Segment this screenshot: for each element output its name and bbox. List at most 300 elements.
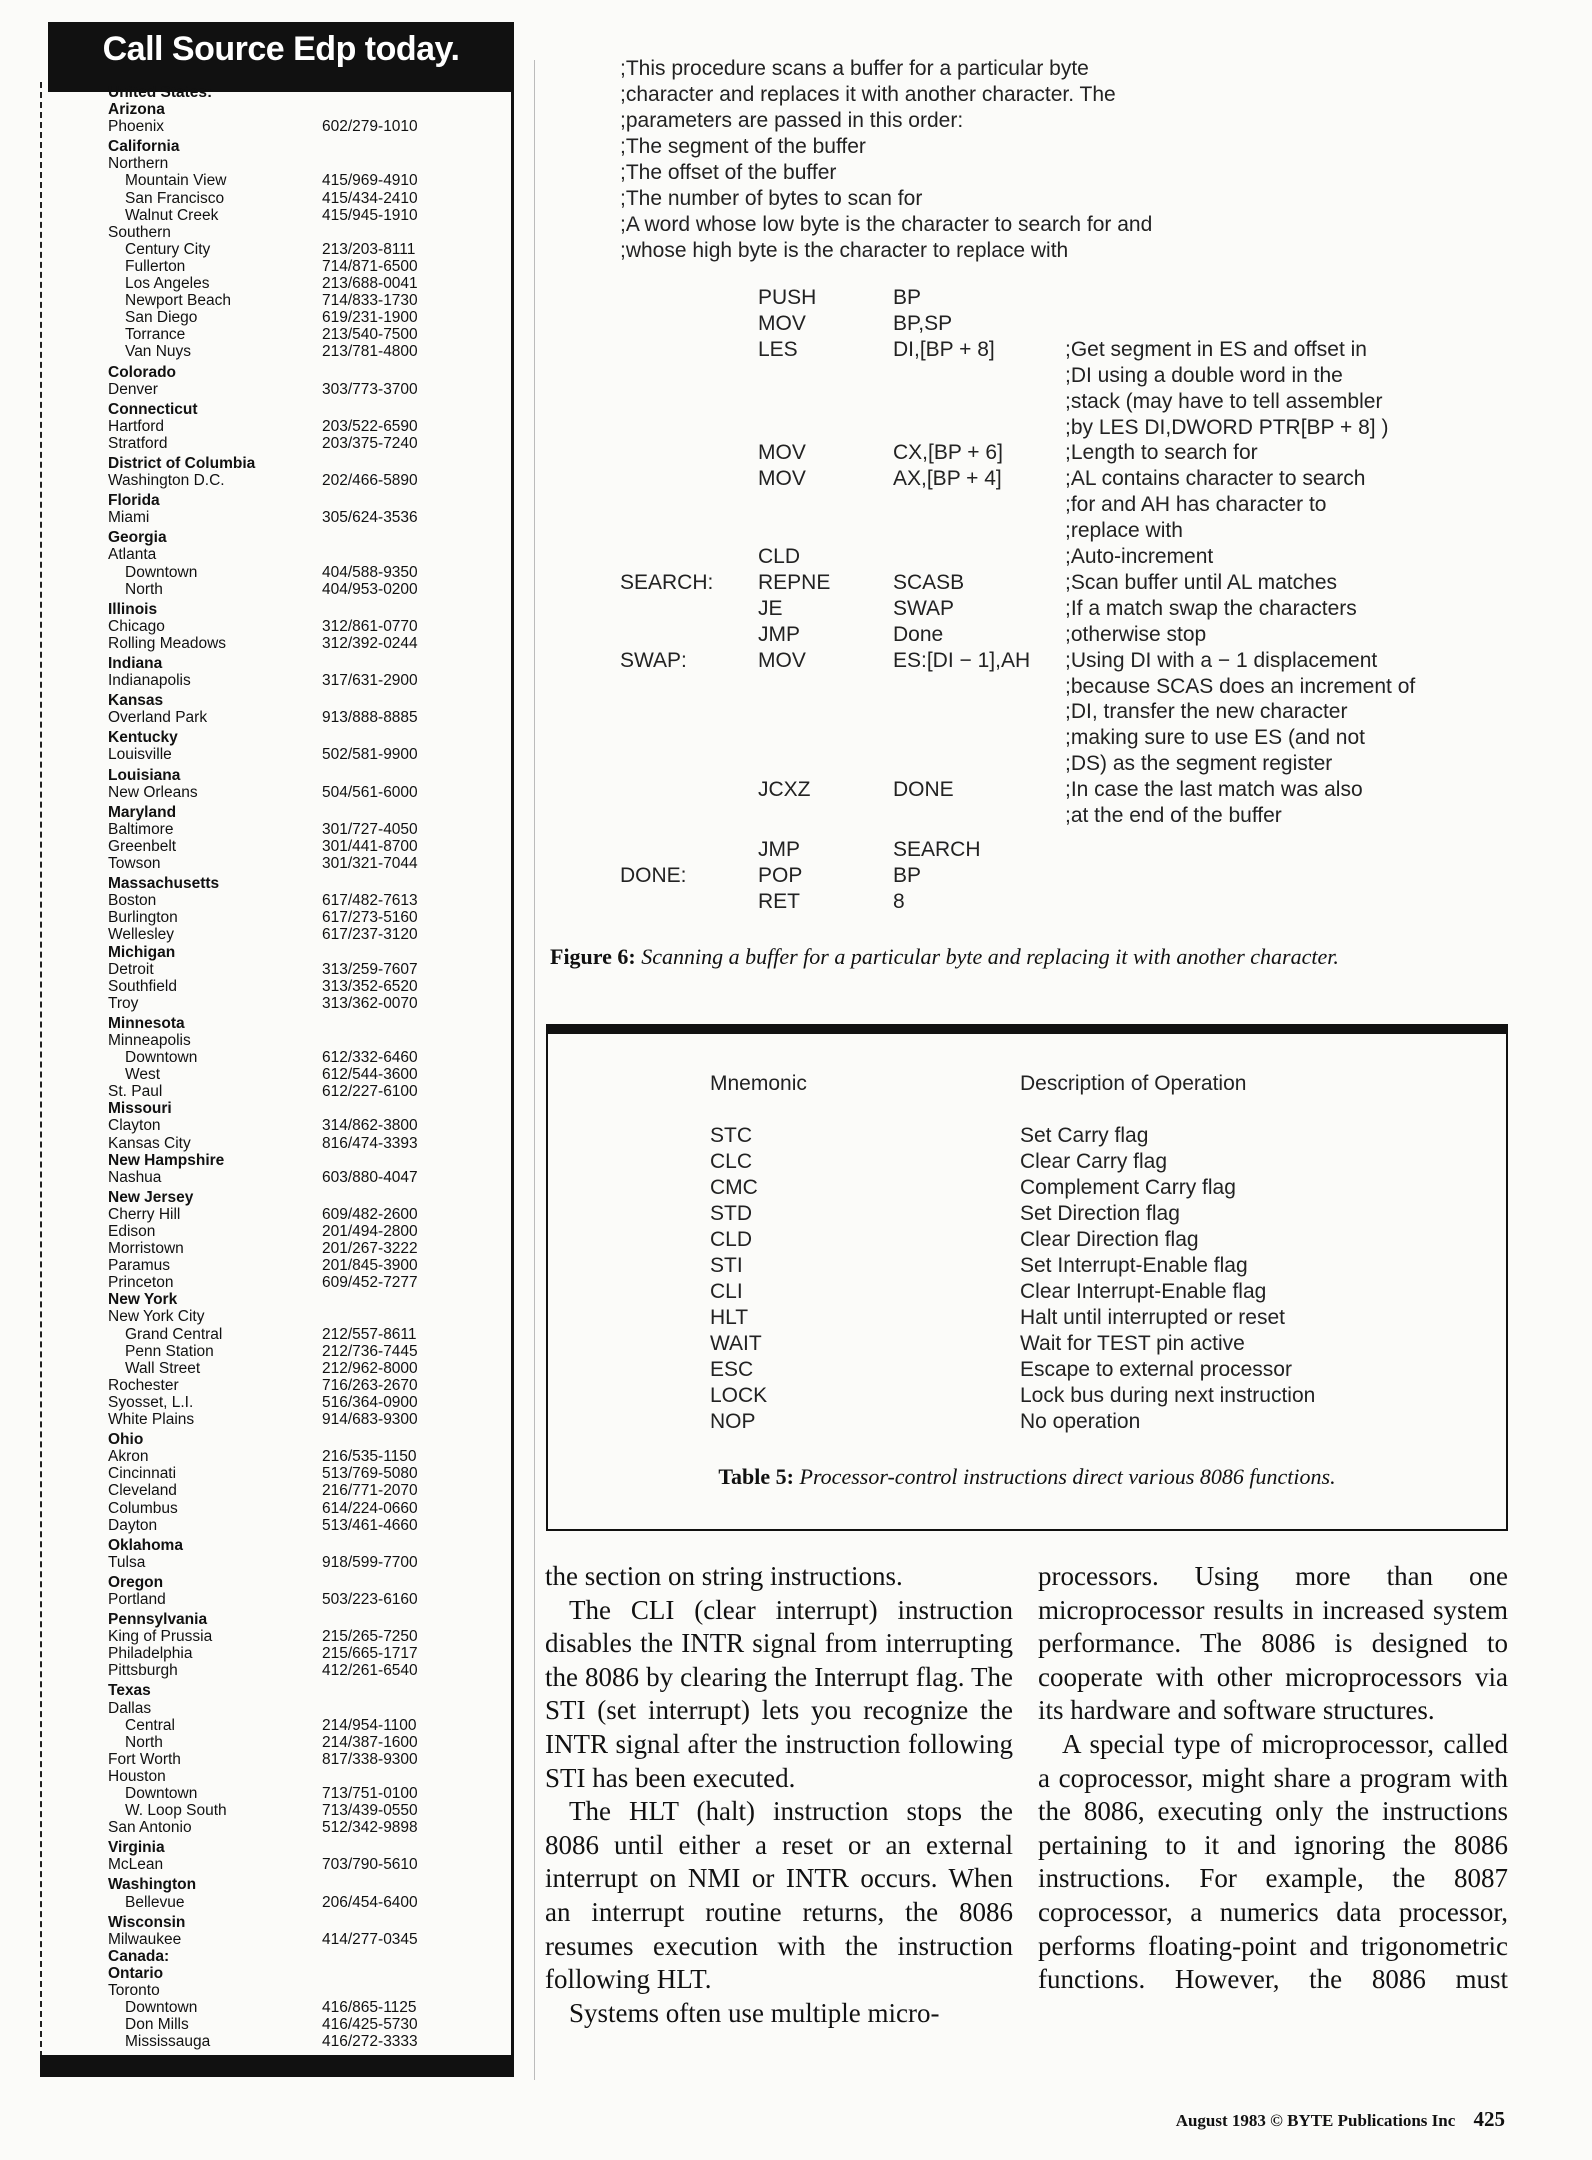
code-operand: CX,[BP + 6]	[893, 441, 1003, 465]
office-location: New Orleans	[108, 783, 198, 801]
office-row	[108, 1360, 478, 1377]
office-location: Maryland	[108, 803, 177, 821]
office-phone: 502/581-9900	[322, 746, 418, 764]
office-location: Downtown	[125, 1049, 198, 1067]
code-comment-line: ;parameters are passed in this order:	[620, 109, 964, 132]
office-phone: 317/631-2900	[322, 672, 418, 690]
office-location: San Diego	[125, 309, 198, 327]
office-row	[108, 978, 478, 995]
office-phone: 213/540-7500	[322, 326, 418, 344]
office-phone: 212/962-8000	[322, 1359, 418, 1377]
office-phone: 504/561-6000	[322, 783, 418, 801]
office-location: Minnesota	[108, 1014, 185, 1032]
office-location: Wellesley	[108, 926, 175, 944]
table-description-cell: No operation	[1020, 1410, 1141, 1433]
office-location: Pennsylvania	[108, 1611, 208, 1629]
office-phone: 404/588-9350	[322, 563, 418, 581]
office-row	[108, 1377, 478, 1394]
office-row	[108, 729, 478, 746]
code-comment: ;Using DI with a − 1 displacement	[1065, 648, 1378, 672]
office-phone: 512/342-9898	[322, 1819, 418, 1837]
office-phone: 301/727-4050	[322, 820, 418, 838]
office-location: Newport Beach	[125, 292, 231, 310]
code-label: DONE:	[620, 863, 687, 887]
office-location: Cincinnati	[108, 1465, 177, 1483]
office-location: Paramus	[108, 1257, 171, 1275]
office-phone: 301/441-8700	[322, 837, 418, 855]
office-location: Syosset, L.I.	[108, 1393, 194, 1411]
office-location: Cleveland	[108, 1482, 177, 1500]
code-mnemonic: CLD	[758, 545, 801, 568]
office-row	[108, 875, 478, 892]
office-row	[108, 581, 478, 598]
office-row	[108, 1999, 478, 2016]
office-location: Los Angeles	[125, 275, 210, 293]
code-comment-line: ;The segment of the buffer	[620, 135, 866, 158]
office-row	[108, 343, 478, 360]
office-row	[108, 1662, 478, 1679]
office-row	[108, 1049, 478, 1066]
office-phone: 201/494-2800	[322, 1223, 418, 1240]
office-location: King of Prussia	[108, 1628, 213, 1646]
office-phone: 816/474-3393	[322, 1134, 418, 1152]
office-phone: 612/332-6460	[322, 1049, 418, 1067]
code-comment-line: ;The offset of the buffer	[620, 161, 837, 184]
office-row	[108, 1734, 478, 1751]
office-row	[108, 892, 478, 909]
office-location: Rochester	[108, 1376, 179, 1394]
code-mnemonic: MOV	[758, 648, 806, 672]
office-row	[108, 435, 478, 452]
code-mnemonic: JCXZ	[758, 778, 811, 802]
table-description-cell: Clear Interrupt-Enable flag	[1020, 1280, 1267, 1303]
page-number: 425	[1473, 2107, 1505, 2131]
office-row	[108, 1554, 478, 1571]
office-location: Milwaukee	[108, 1930, 182, 1948]
office-row	[108, 118, 478, 135]
office-row	[108, 784, 478, 801]
office-phone: 612/227-6100	[322, 1083, 418, 1101]
body-paragraph: The CLI (clear interrupt) instruction disables the INTR signal from interrupting the 8086 by clearing the Interrupt flag. The STI (set interrupt) lets you recognize the INTR signal after the instruction following STI has been executed.	[545, 1594, 1013, 1793]
office-row	[108, 1819, 478, 1836]
office-phone: 503/223-6160	[322, 1590, 418, 1608]
code-label: SEARCH:	[620, 570, 714, 594]
office-row	[108, 1802, 478, 1819]
office-row	[108, 1240, 478, 1257]
table-mnemonic-cell: NOP	[710, 1410, 756, 1433]
office-location: New Hampshire	[108, 1151, 225, 1169]
office-row	[108, 909, 478, 926]
table-label: Table 5:	[718, 1464, 794, 1489]
office-row	[108, 1876, 478, 1893]
office-phone: 313/352-6520	[322, 977, 418, 995]
office-row	[108, 1839, 478, 1856]
code-operand: DI,[BP + 8]	[893, 337, 995, 361]
office-phone: 416/272-3333	[322, 2033, 418, 2051]
office-phone: 415/945-1910	[322, 206, 418, 224]
office-location: Kansas	[108, 692, 164, 710]
office-location: Grand Central	[125, 1325, 223, 1343]
office-row	[108, 1274, 478, 1291]
code-comment: ;otherwise stop	[1065, 622, 1207, 646]
office-location: New York	[108, 1291, 178, 1309]
office-phone: 914/683-9300	[322, 1411, 418, 1429]
body-paragraph: A special type of microprocessor, called a coprocessor, might share a program with the 8086, executing only the instructions pertaining to it and ignoring the 8086 instructions. For example, the 8087 coprocessor, a numerics data processor, performs floating-point and trigonometric functions. However, the 8086 must	[1038, 1728, 1508, 1995]
office-phone: 714/833-1730	[322, 292, 418, 310]
office-row	[108, 1948, 478, 1965]
office-location: Ohio	[108, 1431, 144, 1449]
code-comment-line: ;character and replaces it with another character. The	[620, 83, 1116, 106]
office-location: Kentucky	[108, 729, 178, 747]
office-location: Morristown	[108, 1240, 184, 1258]
office-location: Southern	[108, 223, 171, 241]
office-phone: 617/482-7613	[322, 892, 418, 910]
office-row	[108, 190, 478, 207]
office-row	[108, 601, 478, 618]
code-comment: ;making sure to use ES (and not	[1065, 726, 1365, 750]
office-row	[108, 1169, 478, 1186]
office-location: Mountain View	[125, 172, 227, 190]
office-phone: 412/261-6540	[322, 1662, 418, 1680]
code-comment: ;replace with	[1065, 519, 1183, 543]
office-location: Greenbelt	[108, 837, 177, 855]
ad-left-border	[40, 82, 42, 2077]
office-location: Dallas	[108, 1699, 152, 1717]
office-phone: 215/265-7250	[322, 1628, 418, 1646]
office-phone: 603/880-4047	[322, 1168, 418, 1186]
office-row	[108, 1394, 478, 1411]
office-row	[108, 635, 478, 652]
code-mnemonic: REPNE	[758, 570, 831, 594]
office-row	[108, 492, 478, 509]
office-row	[108, 1517, 478, 1534]
office-location: West	[125, 1066, 161, 1084]
code-operand: SWAP	[893, 596, 955, 620]
office-location: Oklahoma	[108, 1536, 183, 1554]
office-location: Ontario	[108, 1964, 164, 1982]
code-mnemonic: RET	[758, 889, 800, 913]
office-location: Clayton	[108, 1117, 161, 1135]
code-operand: SCASB	[893, 570, 965, 594]
office-location: Chicago	[108, 617, 165, 635]
office-location: Portland	[108, 1590, 166, 1608]
office-row	[108, 1117, 478, 1134]
office-location: Baltimore	[108, 820, 174, 838]
office-row	[108, 1083, 478, 1100]
office-phone: 404/953-0200	[322, 580, 418, 598]
table-caption-text: Processor-control instructions direct various 8086 functions.	[799, 1464, 1336, 1489]
office-phone: 415/434-2410	[322, 189, 418, 207]
table-mnemonic-cell: HLT	[710, 1306, 749, 1329]
office-row	[108, 529, 478, 546]
office-phone: 713/439-0550	[322, 1802, 418, 1820]
table-mnemonic-cell: CMC	[710, 1176, 758, 1199]
code-operand: BP,SP	[893, 311, 953, 335]
office-location: Towson	[108, 855, 161, 873]
office-phone: 416/425-5730	[322, 2016, 418, 2034]
ad-title: Call Source Edp today.	[102, 30, 460, 68]
body-paragraph: the section on string instructions.	[545, 1561, 903, 1591]
office-phone: 313/259-7607	[322, 960, 418, 978]
office-location: Tulsa	[108, 1553, 146, 1571]
office-phone: 215/665-1717	[322, 1645, 418, 1663]
office-row	[108, 855, 478, 872]
office-location: Massachusetts	[108, 875, 220, 893]
office-phone: 614/224-0660	[322, 1499, 418, 1517]
code-comment: ;If a match swap the characters	[1065, 596, 1357, 620]
office-phone: 703/790-5610	[322, 1856, 418, 1874]
office-location: Minneapolis	[108, 1031, 191, 1049]
office-location: United States:	[108, 84, 213, 101]
figure-caption-text: Scanning a buffer for a particular byte and replacing it with another character.	[641, 944, 1339, 969]
office-location: Detroit	[108, 960, 154, 978]
code-comment-line: ;A word whose low byte is the character to search for and	[620, 213, 1153, 236]
office-location: Indiana	[108, 655, 163, 672]
office-row	[108, 672, 478, 689]
office-phone: 303/773-3700	[322, 380, 418, 398]
office-row	[108, 224, 478, 241]
code-operand: Done	[893, 622, 944, 646]
office-location: Wisconsin	[108, 1913, 186, 1931]
code-comment: ;Get segment in ES and offset in	[1065, 337, 1367, 361]
office-row	[108, 767, 478, 784]
office-phone: 713/751-0100	[322, 1785, 418, 1802]
office-location: Torrance	[125, 326, 186, 344]
code-comment: ;AL contains character to search	[1065, 467, 1366, 491]
office-row	[108, 1785, 478, 1802]
office-row	[108, 1537, 478, 1554]
table-mnemonic-cell: STI	[710, 1254, 743, 1277]
office-phone: 313/362-0070	[322, 994, 418, 1012]
code-mnemonic: MOV	[758, 441, 806, 465]
office-row	[108, 275, 478, 292]
office-location: Missouri	[108, 1100, 172, 1118]
code-comment-line: ;whose high byte is the character to replace with	[620, 239, 1069, 262]
office-phone: 216/771-2070	[322, 1482, 418, 1500]
office-location: Michigan	[108, 943, 176, 961]
office-location: Akron	[108, 1448, 149, 1466]
office-location: Century City	[125, 240, 211, 258]
office-location: Cherry Hill	[108, 1205, 181, 1223]
code-mnemonic: JMP	[758, 622, 800, 646]
office-phone: 416/865-1125	[322, 1999, 417, 2017]
office-location: California	[108, 138, 180, 156]
body-paragraph: processors. Using more than one microprocessor results in increased system performance. The 8086 is designed to cooperate with other microprocessors via its hardware and software structures.	[1038, 1561, 1508, 1726]
code-comment-line: ;This procedure scans a buffer for a particular byte	[620, 57, 1089, 80]
office-location: Boston	[108, 892, 157, 910]
office-location: Hartford	[108, 417, 164, 435]
page-footer	[1155, 2107, 1505, 2132]
office-phone: 216/535-1150	[322, 1448, 417, 1466]
office-phone: 312/861-0770	[322, 617, 418, 635]
office-row	[108, 401, 478, 418]
office-location: Downtown	[125, 1785, 198, 1802]
table-description-cell: Halt until interrupted or reset	[1020, 1306, 1285, 1329]
office-location: Connecticut	[108, 400, 198, 418]
code-comment-line: ;The number of bytes to scan for	[620, 187, 923, 210]
office-phone: 619/231-1900	[322, 309, 418, 327]
office-location: New York City	[108, 1308, 205, 1326]
table-mnemonic-cell: STC	[710, 1124, 752, 1147]
table-description-cell: Set Carry flag	[1020, 1124, 1149, 1147]
office-location: Overland Park	[108, 709, 208, 727]
office-row	[108, 821, 478, 838]
table-mnemonic-cell: STD	[710, 1202, 752, 1225]
office-phone: 214/387-1600	[322, 1733, 418, 1751]
table-mnemonic-cell: LOCK	[710, 1384, 768, 1407]
office-location: Phoenix	[108, 118, 165, 136]
office-location: Oregon	[108, 1573, 164, 1591]
code-operand: 8	[893, 889, 905, 913]
code-comment: ;at the end of the buffer	[1065, 804, 1282, 827]
office-location: Central	[125, 1716, 175, 1734]
office-location: Kansas City	[108, 1134, 191, 1152]
office-location: Louisiana	[108, 766, 181, 784]
code-comment: ;Length to search for	[1065, 441, 1258, 465]
office-phone: 609/452-7277	[322, 1274, 418, 1292]
office-location: Don Mills	[125, 2016, 189, 2034]
office-location: Fullerton	[125, 257, 186, 275]
footer-credit: August 1983 © BYTE Publications Inc	[1175, 2111, 1456, 2130]
office-row	[108, 1100, 478, 1117]
office-phone: 918/599-7700	[322, 1553, 418, 1571]
ad-header-bar	[48, 22, 514, 92]
office-phone: 206/454-6400	[322, 1893, 418, 1911]
office-location: Northern	[108, 155, 169, 173]
office-row	[108, 101, 478, 118]
office-row	[108, 1343, 478, 1360]
office-row	[108, 509, 478, 526]
office-location: New Jersey	[108, 1188, 194, 1206]
office-row	[108, 2033, 478, 2050]
office-row	[108, 1717, 478, 1734]
table-description-cell: Set Direction flag	[1020, 1202, 1180, 1225]
office-phone: 214/954-1100	[322, 1716, 417, 1734]
office-location: McLean	[108, 1856, 164, 1874]
office-phone: 213/688-0041	[322, 275, 418, 293]
code-mnemonic: MOV	[758, 311, 806, 335]
office-location: San Antonio	[108, 1819, 192, 1837]
office-phone: 312/392-0244	[322, 634, 418, 652]
table-mnemonic-cell: WAIT	[710, 1332, 762, 1355]
office-location: Georgia	[108, 529, 167, 547]
office-row	[108, 1982, 478, 1999]
office-location: Princeton	[108, 1274, 174, 1292]
office-phone: 201/267-3222	[322, 1240, 418, 1258]
office-row	[108, 1682, 478, 1699]
office-row	[108, 1223, 478, 1240]
office-row	[108, 1931, 478, 1948]
ad-footer-bar	[40, 2055, 514, 2077]
office-row	[108, 564, 478, 581]
office-row	[108, 172, 478, 189]
office-location: Toronto	[108, 1982, 160, 2000]
table-description-cell: Clear Direction flag	[1020, 1228, 1199, 1251]
office-location: Edison	[108, 1223, 156, 1240]
office-row	[108, 1628, 478, 1645]
code-comment: ;by LES DI,DWORD PTR[BP + 8] )	[1065, 415, 1389, 439]
office-location: Fort Worth	[108, 1750, 181, 1768]
office-location: Houston	[108, 1767, 166, 1785]
office-row	[108, 1448, 478, 1465]
office-location: Dayton	[108, 1516, 158, 1534]
office-phone: 609/482-2600	[322, 1205, 418, 1223]
office-location: Denver	[108, 380, 158, 398]
table-mnemonic-cell: CLC	[710, 1150, 753, 1173]
office-row	[108, 746, 478, 763]
office-location: Southfield	[108, 977, 177, 995]
code-mnemonic: JE	[758, 596, 783, 620]
table-description-cell: Clear Carry flag	[1020, 1150, 1168, 1173]
office-row	[108, 1611, 478, 1628]
code-comment: ;DI, transfer the new character	[1065, 700, 1348, 724]
office-phone: 305/624-3536	[322, 509, 418, 527]
office-row	[108, 1257, 478, 1274]
office-location: Washington	[108, 1876, 197, 1894]
table-header-description: Description of Operation	[1020, 1072, 1247, 1095]
code-mnemonic: POP	[758, 863, 803, 887]
office-row	[108, 2016, 478, 2033]
office-row	[108, 1411, 478, 1428]
office-row	[108, 1431, 478, 1448]
office-phone: 817/338-9300	[322, 1750, 418, 1768]
office-location: Van Nuys	[125, 343, 192, 361]
office-location: District of Columbia	[108, 454, 256, 472]
code-operand: DONE	[893, 778, 954, 802]
office-phone: 202/466-5890	[322, 472, 418, 490]
office-location: Nashua	[108, 1168, 162, 1186]
office-location: Washington D.C.	[108, 472, 225, 490]
code-comment: ;In case the last match was also	[1065, 778, 1363, 802]
code-comment: ;stack (may have to tell assembler	[1065, 389, 1383, 413]
office-row	[108, 1152, 478, 1169]
office-phone: 612/544-3600	[322, 1066, 418, 1084]
office-row	[108, 1768, 478, 1785]
office-location: Illinois	[108, 600, 158, 618]
office-row	[108, 309, 478, 326]
office-row	[108, 961, 478, 978]
office-phone: 212/736-7445	[322, 1342, 418, 1360]
office-phone: 414/277-0345	[322, 1930, 418, 1948]
office-location: Florida	[108, 492, 160, 510]
office-location: Philadelphia	[108, 1645, 193, 1663]
ad-right-border	[511, 82, 514, 2077]
office-row	[108, 1135, 478, 1152]
office-location: Mississauga	[125, 2033, 211, 2051]
office-row	[108, 1291, 478, 1308]
office-location: White Plains	[108, 1411, 195, 1429]
code-operand: AX,[BP + 4]	[893, 467, 1002, 491]
office-row	[108, 926, 478, 943]
office-row	[108, 472, 478, 489]
table-description-cell: Set Interrupt-Enable flag	[1020, 1254, 1248, 1277]
office-row	[108, 944, 478, 961]
office-row	[108, 838, 478, 855]
office-row	[108, 1066, 478, 1083]
office-row	[108, 292, 478, 309]
code-comment: ;for and AH has character to	[1065, 493, 1327, 517]
office-row	[108, 655, 478, 672]
office-row	[108, 1189, 478, 1206]
code-operand: ES:[DI − 1],AH	[893, 648, 1031, 672]
office-location: Rolling Meadows	[108, 634, 227, 652]
table-description-cell: Lock bus during next instruction	[1020, 1384, 1316, 1407]
office-row	[108, 138, 478, 155]
code-header-comments	[620, 56, 1320, 264]
office-location: Canada:	[108, 1947, 170, 1965]
code-operand: SEARCH	[893, 837, 981, 861]
office-location: Penn Station	[125, 1342, 214, 1360]
